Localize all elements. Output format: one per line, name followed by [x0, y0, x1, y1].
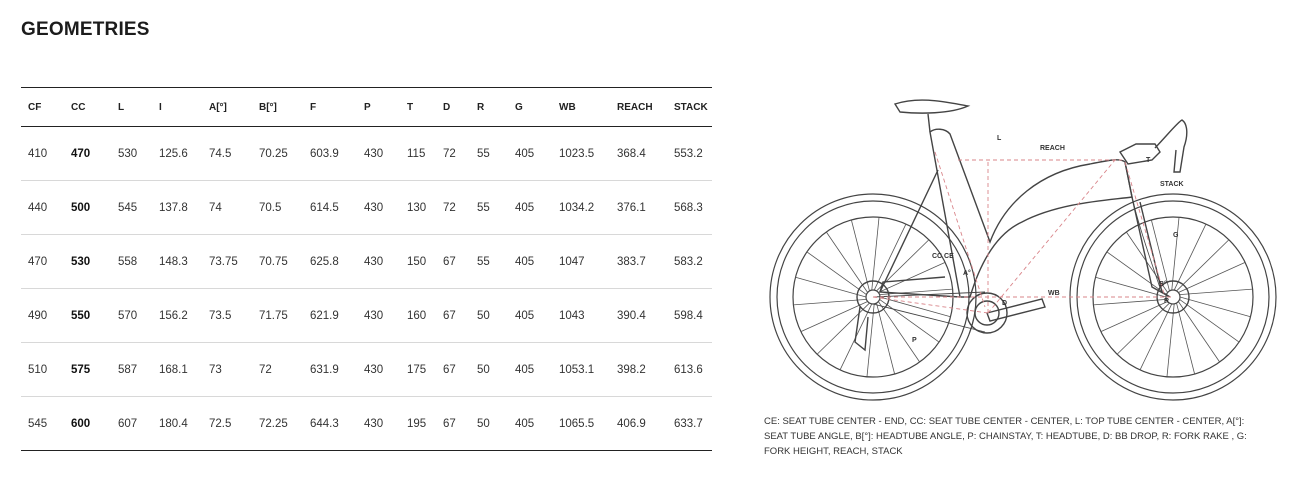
table-cell: 180.4	[152, 397, 202, 451]
table-cell: 74	[202, 181, 252, 235]
spoke	[851, 220, 869, 291]
spoke	[1167, 304, 1174, 377]
column-header: F	[303, 88, 357, 127]
label-reach: REACH	[1040, 145, 1065, 152]
label-a: A°	[963, 270, 971, 277]
table-cell: 1034.2	[552, 181, 610, 235]
column-header: D	[436, 88, 470, 127]
spoke	[826, 232, 867, 292]
table-cell: 570	[111, 289, 152, 343]
table-cell: 406.9	[610, 397, 667, 451]
table-cell: 631.9	[303, 343, 357, 397]
table-cell: 72	[436, 181, 470, 235]
spoke	[1172, 217, 1179, 290]
spoke	[1093, 299, 1166, 305]
bike-geometry-diagram	[760, 92, 1280, 402]
table-cell: 70.25	[252, 127, 303, 181]
table-row	[21, 289, 712, 343]
spoke	[1178, 262, 1245, 292]
table-cell: 410	[21, 127, 64, 181]
saddle	[895, 100, 968, 113]
table-cell: 550	[64, 289, 111, 343]
table-cell: 405	[508, 343, 552, 397]
table-row	[21, 127, 712, 181]
table-cell: 73	[202, 343, 252, 397]
table-cell: 50	[470, 397, 508, 451]
spoke	[807, 252, 866, 295]
table-cell: 430	[357, 181, 400, 235]
table-cell: 67	[436, 289, 470, 343]
geometry-table-body	[21, 127, 712, 451]
table-cell: 430	[357, 289, 400, 343]
table-cell: 470	[64, 127, 111, 181]
geometry-table	[21, 87, 712, 451]
table-cell: 156.2	[152, 289, 202, 343]
column-header: P	[357, 88, 400, 127]
column-header: WB	[552, 88, 610, 127]
column-header: R	[470, 88, 508, 127]
table-cell: 72	[436, 127, 470, 181]
table-cell: 490	[21, 289, 64, 343]
geometry-table-header	[21, 88, 712, 127]
table-cell: 368.4	[610, 127, 667, 181]
label-stack: STACK	[1160, 181, 1184, 188]
table-cell: 376.1	[610, 181, 667, 235]
table-row	[21, 181, 712, 235]
spoke	[1101, 301, 1168, 331]
table-cell: 633.7	[667, 397, 712, 451]
table-cell: 70.5	[252, 181, 303, 235]
table-cell: 430	[357, 127, 400, 181]
table-cell: 67	[436, 343, 470, 397]
label-r: R	[1164, 298, 1170, 305]
table-cell: 150	[400, 235, 436, 289]
column-header: CF	[21, 88, 64, 127]
spoke	[1177, 240, 1229, 291]
spoke	[877, 303, 895, 374]
table-cell: 70.75	[252, 235, 303, 289]
table-cell: 55	[470, 181, 508, 235]
spoke	[872, 217, 879, 290]
spoke	[1174, 224, 1206, 290]
table-cell: 130	[400, 181, 436, 235]
table-cell: 74.5	[202, 127, 252, 181]
label-b: B°	[1159, 281, 1167, 288]
spoke	[1177, 303, 1195, 374]
column-header: A[°]	[202, 88, 252, 127]
table-cell: 160	[400, 289, 436, 343]
table-cell: 405	[508, 397, 552, 451]
table-cell: 72	[252, 343, 303, 397]
label-t: T	[1146, 157, 1151, 164]
spoke	[1117, 303, 1169, 354]
table-cell: 553.2	[667, 127, 712, 181]
table-cell: 168.1	[152, 343, 202, 397]
table-cell: 50	[470, 343, 508, 397]
spoke	[1180, 289, 1253, 295]
table-cell: 568.3	[667, 181, 712, 235]
table-cell: 71.75	[252, 289, 303, 343]
column-header: REACH	[610, 88, 667, 127]
table-cell: 72.25	[252, 397, 303, 451]
table-cell: 55	[470, 235, 508, 289]
table-cell: 1023.5	[552, 127, 610, 181]
table-cell: 625.8	[303, 235, 357, 289]
table-cell: 398.2	[610, 343, 667, 397]
column-header: STACK	[667, 88, 712, 127]
table-cell: 614.5	[303, 181, 357, 235]
table-cell: 530	[111, 127, 152, 181]
table-row	[21, 343, 712, 397]
table-cell: 430	[357, 397, 400, 451]
table-cell: 175	[400, 343, 436, 397]
table-cell: 72.5	[202, 397, 252, 451]
table-cell: 510	[21, 343, 64, 397]
table-row	[21, 235, 712, 289]
table-cell: 50	[470, 289, 508, 343]
table-cell: 1043	[552, 289, 610, 343]
table-cell: 545	[111, 181, 152, 235]
table-cell: 587	[111, 343, 152, 397]
table-cell: 1053.1	[552, 343, 610, 397]
label-g: G	[1173, 232, 1179, 239]
table-row	[21, 397, 712, 451]
table-cell: 383.7	[610, 235, 667, 289]
table-cell: 148.3	[152, 235, 202, 289]
table-cell: 1065.5	[552, 397, 610, 451]
label-d: D	[1002, 300, 1008, 307]
table-cell: 125.6	[152, 127, 202, 181]
table-cell: 558	[111, 235, 152, 289]
table-cell: 598.4	[667, 289, 712, 343]
spoke	[1178, 301, 1219, 361]
column-header: G	[508, 88, 552, 127]
table-cell: 440	[21, 181, 64, 235]
table-cell: 405	[508, 127, 552, 181]
table-cell: 405	[508, 235, 552, 289]
table-cell: 530	[64, 235, 111, 289]
table-cell: 405	[508, 181, 552, 235]
column-header: I	[152, 88, 202, 127]
table-cell: 67	[436, 235, 470, 289]
table-cell: 545	[21, 397, 64, 451]
table-cell: 137.8	[152, 181, 202, 235]
label-cc-ce: CC CE	[932, 253, 954, 260]
table-cell: 430	[357, 343, 400, 397]
spoke	[1140, 304, 1172, 370]
table-cell: 583.2	[667, 235, 712, 289]
crank-arm	[987, 299, 1045, 321]
table-cell: 613.6	[667, 343, 712, 397]
table-cell: 115	[400, 127, 436, 181]
label-p: P	[912, 337, 917, 344]
table-cell: 603.9	[303, 127, 357, 181]
spoke	[880, 299, 939, 342]
table-cell: 644.3	[303, 397, 357, 451]
handlebar	[1155, 120, 1187, 172]
table-cell: 1047	[552, 235, 610, 289]
table-cell: 470	[21, 235, 64, 289]
table-cell: 67	[436, 397, 470, 451]
table-cell: 195	[400, 397, 436, 451]
label-wb: WB	[1048, 290, 1060, 297]
column-header: B[°]	[252, 88, 303, 127]
table-cell: 621.9	[303, 289, 357, 343]
table-cell: 390.4	[610, 289, 667, 343]
table-cell: 405	[508, 289, 552, 343]
column-header: L	[111, 88, 152, 127]
label-l: L	[997, 135, 1002, 142]
geometry-legend: CE: SEAT TUBE CENTER - END, CC: SEAT TUBE CENTER - CENTER, L: TOP TUBE CENTER - CENTER, A[°]: SEAT TUBE ANGLE, B[°]: HEADTUBE ANGLE, P: CHAINSTAY, T: HEADTUBE, D: BB DROP, R: FORK RAKE , G: FORK HEIGHT, REACH, STACK	[764, 416, 1247, 457]
table-cell: 607	[111, 397, 152, 451]
table-cell: 430	[357, 235, 400, 289]
column-header: CC	[64, 88, 111, 127]
column-header: T	[400, 88, 436, 127]
spoke	[793, 299, 866, 305]
bike-frame	[930, 129, 1132, 297]
table-cell: 600	[64, 397, 111, 451]
spoke	[867, 304, 874, 377]
table-cell: 73.75	[202, 235, 252, 289]
spoke	[1180, 299, 1239, 342]
table-cell: 73.5	[202, 289, 252, 343]
table-cell: 575	[64, 343, 111, 397]
page-title: GEOMETRIES	[21, 19, 150, 40]
table-cell: 55	[470, 127, 508, 181]
table-cell: 500	[64, 181, 111, 235]
